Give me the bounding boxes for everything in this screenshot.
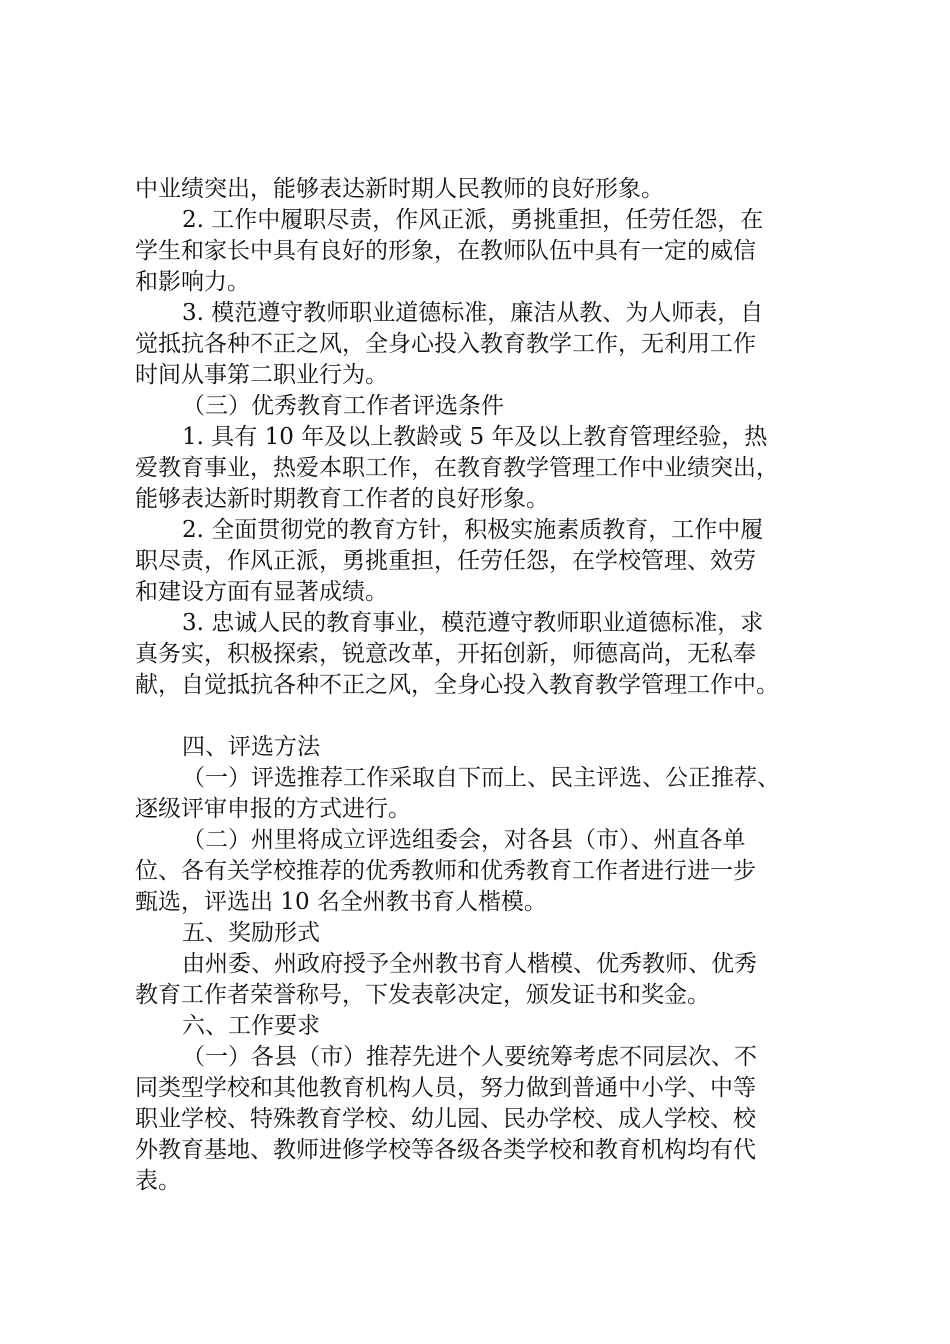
section-heading: 四、评选方法 bbox=[182, 734, 320, 760]
text-line: 和影响力。 bbox=[135, 269, 250, 295]
text-line: 能够表达新时期教育工作者的良好形象。 bbox=[135, 486, 549, 512]
text-line: 真务实，积极探索，锐意改革，开拓创新，师德高尚，无私奉 bbox=[135, 641, 756, 667]
text-line: 教育工作者荣誉称号，下发表彰决定，颁发证书和奖金。 bbox=[135, 982, 710, 1008]
text-line: 觉抵抗各种不正之风，全身心投入教育教学工作，无利用工作 bbox=[135, 331, 756, 357]
text-line: 逐级评审申报的方式进行。 bbox=[135, 796, 411, 822]
section-heading: 五、奖励形式 bbox=[182, 920, 320, 946]
section-heading: （三）优秀教育工作者评选条件 bbox=[182, 393, 504, 419]
text-line: 表。 bbox=[135, 1168, 181, 1194]
text-line: 3. 忠诚人民的教育事业，模范遵守教师职业道德标准，求 bbox=[182, 610, 764, 636]
text-line: 位、各有关学校推荐的优秀教师和优秀教育工作者进行进一步 bbox=[135, 858, 756, 884]
text-line: 献，自觉抵抗各种不正之风，全身心投入教育教学管理工作中。 bbox=[135, 672, 779, 698]
text-line: （一）评选推荐工作采取自下而上、民主评选、公正推荐、 bbox=[182, 765, 780, 791]
text-line: 1. 具有 10 年及以上教龄或 5 年及以上教育管理经验，热 bbox=[182, 424, 768, 450]
text-line: 中业绩突出，能够表达新时期人民教师的良好形象。 bbox=[135, 176, 664, 202]
text-line: 同类型学校和其他教育机构人员，努力做到普通中小学、中等 bbox=[135, 1075, 756, 1101]
text-line: 由州委、州政府授予全州教书育人楷模、优秀教师、优秀 bbox=[182, 951, 757, 977]
text-line: （一）各县（市）推荐先进个人要统筹考虑不同层次、不 bbox=[182, 1044, 757, 1070]
text-line: 学生和家长中具有良好的形象，在教师队伍中具有一定的威信 bbox=[135, 238, 756, 264]
text-line: 3. 模范遵守教师职业道德标准，廉洁从教、为人师表，自 bbox=[182, 300, 764, 326]
text-line: （二）州里将成立评选组委会，对各县（市）、州直各单 bbox=[182, 827, 746, 853]
section-heading: 六、工作要求 bbox=[182, 1013, 320, 1039]
text-line: 时间从事第二职业行为。 bbox=[135, 362, 388, 388]
text-line: 2. 工作中履职尽责，作风正派，勇挑重担，任劳任怨，在 bbox=[182, 207, 764, 233]
text-line: 2. 全面贯彻党的教育方针，积极实施素质教育，工作中履 bbox=[182, 517, 764, 543]
text-line: 甄选，评选出 10 名全州教书育人楷模。 bbox=[135, 889, 547, 915]
text-line: 外教育基地、教师进修学校等各级各类学校和教育机构均有代 bbox=[135, 1137, 756, 1163]
text-line: 职尽责，作风正派，勇挑重担，任劳任怨，在学校管理、效劳 bbox=[135, 548, 756, 574]
text-line: 和建设方面有显著成绩。 bbox=[135, 579, 388, 605]
text-line: 爱教育事业，热爱本职工作，在教育教学管理工作中业绩突出， bbox=[135, 455, 779, 481]
text-line: 职业学校、特殊教育学校、幼儿园、民办学校、成人学校、校 bbox=[135, 1106, 756, 1132]
